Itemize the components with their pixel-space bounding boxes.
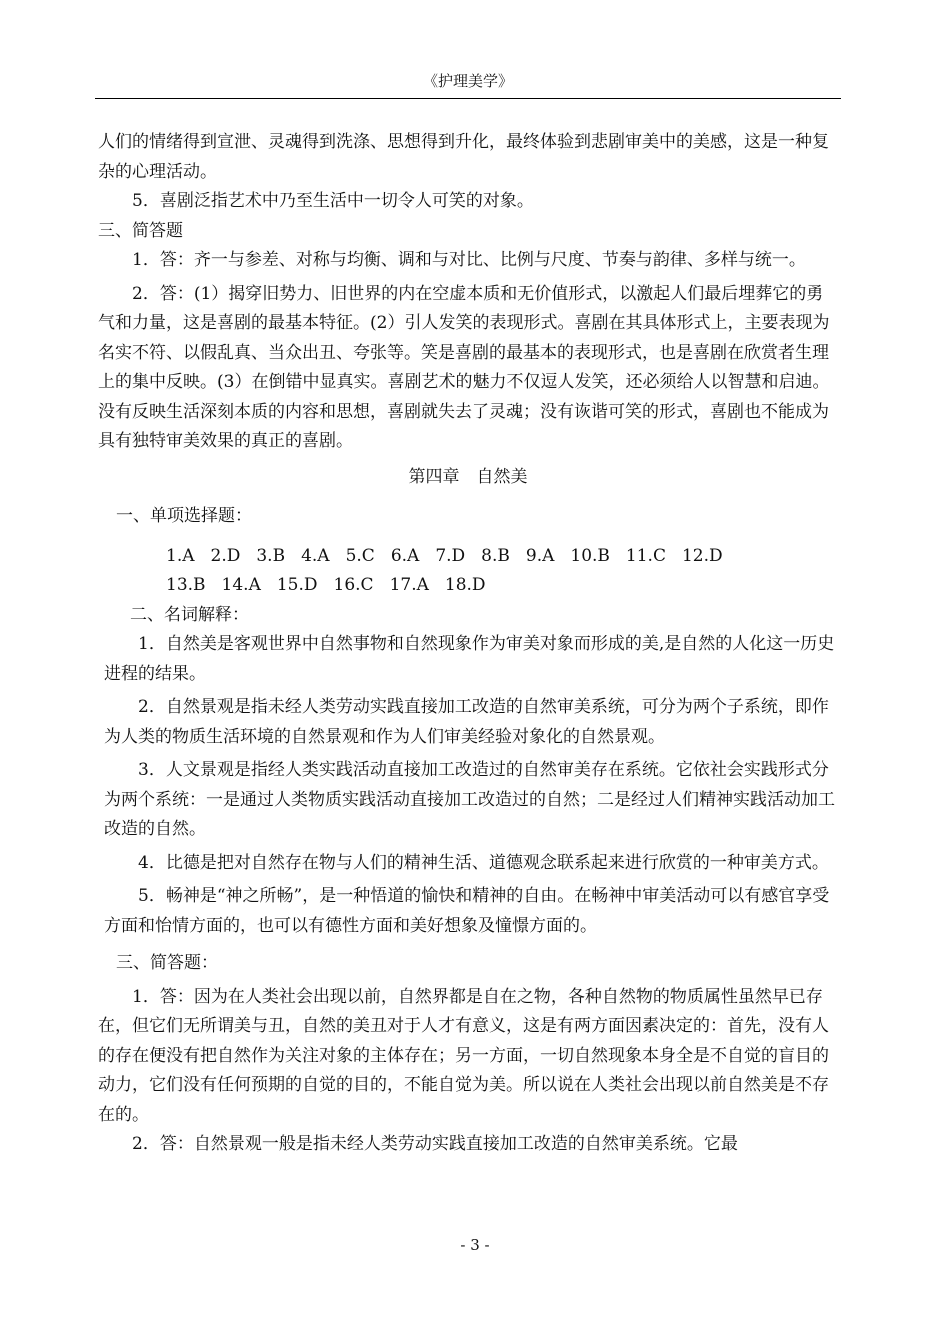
running-header: 《护理美学》 [422, 72, 513, 90]
header-rule [95, 98, 841, 99]
term-definition-3: 3．人文景观是指经人类实践活动直接加工改造过的自然审美存在系统。它依社会实践形式分为两个系统：一是通过人类物质实践活动直接加工改造过的自然；二是经过人们精神实践活动加工改造的自然。 [104, 760, 835, 839]
page-number: - 3 - [460, 1236, 490, 1254]
answer-key-item: 13.B [166, 575, 206, 595]
answer-key-item: 17.A [389, 575, 429, 595]
definition-5: 5．喜剧泛指艺术中乃至生活中一切令人可笑的对象。 [132, 191, 534, 211]
answer-key-item: 3.B [256, 545, 286, 566]
answer-key-row-2 [166, 571, 838, 601]
section-heading-short-answer: 三、简答题 [98, 220, 183, 241]
answer-key-item: 12.D [681, 545, 723, 566]
short-answer-2: 2．答：自然景观一般是指未经人类劳动实践直接加工改造的自然审美系统。它最 [132, 1134, 738, 1154]
page-body [98, 128, 838, 1160]
term-definition-5: 5．畅神是“神之所畅”，是一种悟道的愉快和精神的自由。在畅神中审美活动可以有感官享受方面和怡情方面的，也可以有德性方面和美好想象及憧憬方面的。 [104, 886, 830, 936]
short-answer-1: 1．答：因为在人类社会出现以前，自然界都是自在之物，各种自然物的物质属性虽然早已存在，但它们无所谓美与丑，自然的美丑对于人才有意义，这是有两方面因素决定的：首先，没有人的存在便没有把自然作为关注对象的主体存在；另一方面，一切自然现象本身全是不自觉的盲目的动力，它们没有任何预期的自觉的目的，不能自觉为美。所以说在人类社会出现以前自然美是不存在的。 [98, 986, 829, 1125]
section-heading-short-answer-2: 三、简答题： [116, 953, 218, 973]
paragraph-continued: 人们的情绪得到宣泄、灵魂得到洗涤、思想得到升化，最终体验到悲剧审美中的美感，这是一种复杂的心理活动。 [98, 132, 829, 182]
term-definition-1: 1．自然美是客观世界中自然事物和自然现象作为审美对象而形成的美,是自然的人化这一历史进程的结果。 [104, 634, 835, 684]
answer-2: 2．答：(1）揭穿旧势力、旧世界的内在空虚本质和无价值形式，以激起人们最后埋葬它的勇气和力量，这是喜剧的最基本特征。(2）引人发笑的表现形式。喜剧在其具体形式上，主要表现为名实不符、以假乱真、当众出丑、夸张等。笑是喜剧的最基本的表现形式，也是喜剧在欣赏者生理上的集中反映。(3）在倒错中显真实。喜剧艺术的魅力不仅逗人发笑，还必须给人以智慧和启迪。没有反映生活深刻本质的内容和思想，喜剧就失去了灵魂；没有诙谐可笑的形式，喜剧也不能成为具有独特审美效果的真正的喜剧。 [98, 283, 830, 451]
answer-key-item: 9.A [525, 545, 555, 566]
answer-key-item: 1.A [166, 545, 195, 566]
answer-key-item: 15.D [276, 575, 318, 595]
answer-key-item: 5.C [345, 545, 375, 566]
answer-key-item: 8.B [481, 545, 510, 566]
answer-key-item: 6.A [390, 545, 420, 566]
answer-key-item: 7.D [435, 545, 466, 566]
answer-key-row-1 [166, 542, 838, 572]
answer-1: 1．答：齐一与参差、对称与均衡、调和与对比、比例与尺度、节奏与韵律、多样与统一。 [132, 250, 806, 270]
term-definition-2: 2．自然景观是指未经人类劳动实践直接加工改造的自然审美系统，可分为两个子系统，即作为人类的物质生活环境的自然景观和作为人们审美经验对象化的自然景观。 [104, 697, 829, 747]
answer-key-item: 2.D [210, 545, 241, 566]
answer-key-item: 18.D [444, 575, 486, 595]
answer-key-item: 10.B [570, 545, 610, 566]
answer-key-item: 11.C [625, 545, 666, 566]
answer-key [98, 542, 838, 601]
section-heading-choice: 一、单项选择题： [116, 506, 252, 526]
term-definition-4: 4．比德是把对自然存在物与人们的精神生活、道德观念联系起来进行欣赏的一种审美方式。 [138, 852, 829, 873]
answer-key-item: 14.A [221, 575, 261, 595]
section-heading-terms: 二、名词解释： [130, 604, 249, 625]
answer-key-item: 4.A [301, 545, 330, 566]
answer-key-item: 16.C [333, 575, 374, 595]
chapter-title: 第四章 自然美 [408, 466, 528, 487]
